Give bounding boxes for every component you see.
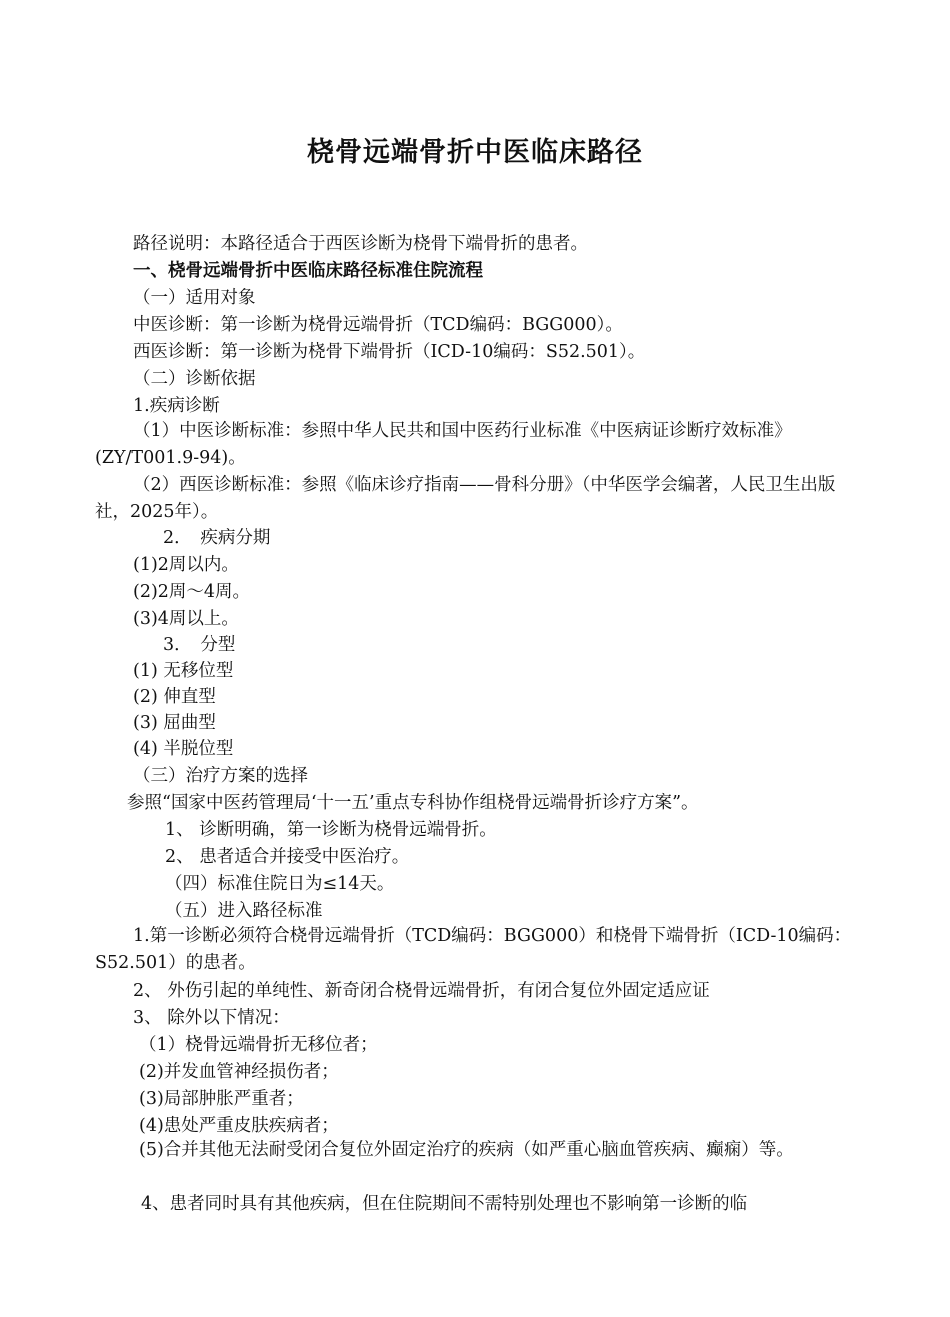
path-description: 路径说明：本路径适合于西医诊断为桡骨下端骨折的患者。 xyxy=(133,234,588,254)
disease-diagnosis-heading: 1.疾病诊断 xyxy=(133,396,220,416)
entry-criterion-1: 1.第一诊断必须符合桡骨远端骨折（TCD编码：BGG000）和桡骨下端骨折（ICD-10编码：S52.501）的患者。 xyxy=(95,926,852,973)
wm-diagnosis-line: 西医诊断：第一诊断为桡骨下端骨折（ICD-10编码：S52.501）。 xyxy=(133,342,646,362)
treatment-reference: 参照“国家中医药管理局‘十一五’重点专科协作组桡骨远端骨折诊疗方案”。 xyxy=(127,793,699,813)
type-3: (3) 屈曲型 xyxy=(133,713,216,733)
type-2: (2) 伸直型 xyxy=(133,687,216,707)
type-4: (4) 半脱位型 xyxy=(133,739,234,759)
section-heading-1: 一、桡骨远端骨折中医临床路径标准住院流程 xyxy=(133,261,483,281)
exclusion-5: (5)合并其他无法耐受闭合复位外固定治疗的疾病（如严重心脑血管疾病、癫痫）等。 xyxy=(139,1140,794,1160)
subsection-treatment: （三）治疗方案的选择 xyxy=(133,766,308,786)
entry-criterion-3: 3、 除外以下情况： xyxy=(133,1008,290,1028)
wm-diagnosis-standard: （2）西医诊断标准：参照《临床诊疗指南——骨科分册》（中华医学会编著，人民卫生出版社，2025年）。 xyxy=(95,475,836,522)
entry-criterion-4: 4、患者同时具有其他疾病，但在住院期间不需特别处理也不影响第一诊断的临 xyxy=(141,1194,748,1214)
stage-3: (3)4周以上。 xyxy=(133,609,239,629)
exclusion-4: (4)患处严重皮肤疾病者； xyxy=(139,1116,339,1136)
stage-2: (2)2周～4周。 xyxy=(133,582,251,602)
exclusion-2: (2)并发血管神经损伤者； xyxy=(139,1062,339,1082)
tcm-diagnosis-standard: （1）中医诊断标准：参照中华人民共和国中医药行业标准《中医病证诊断疗效标准》(ZY/T001.9-94)。 xyxy=(95,421,792,468)
treatment-point-2: 2、 患者适合并接受中医治疗。 xyxy=(165,847,410,867)
subsection-diagnosis-basis: （二）诊断依据 xyxy=(133,369,256,389)
disease-staging-heading: 2． 疾病分期 xyxy=(163,528,271,548)
type-1: (1) 无移位型 xyxy=(133,661,234,681)
treatment-point-1: 1、 诊断明确，第一诊断为桡骨远端骨折。 xyxy=(165,820,497,840)
subsection-entry-criteria: （五）进入路径标准 xyxy=(165,901,323,921)
stage-1: (1)2周以内。 xyxy=(133,555,239,575)
exclusion-1: （1）桡骨远端骨折无移位者； xyxy=(139,1035,378,1055)
exclusion-3: (3)局部肿胀严重者； xyxy=(139,1089,304,1109)
subsection-applicable: （一）适用对象 xyxy=(133,288,256,308)
entry-criterion-2: 2、 外伤引起的单纯性、新奇闭合桡骨远端骨折，有闭合复位外固定适应证 xyxy=(133,981,710,1001)
standard-stay: （四）标准住院日为≤14天。 xyxy=(165,874,395,894)
document-title: 桡骨远端骨折中医临床路径 xyxy=(307,137,643,168)
classification-heading: 3． 分型 xyxy=(163,635,236,655)
tcm-diagnosis-line: 中医诊断：第一诊断为桡骨远端骨折（TCD编码：BGG000）。 xyxy=(133,315,623,335)
